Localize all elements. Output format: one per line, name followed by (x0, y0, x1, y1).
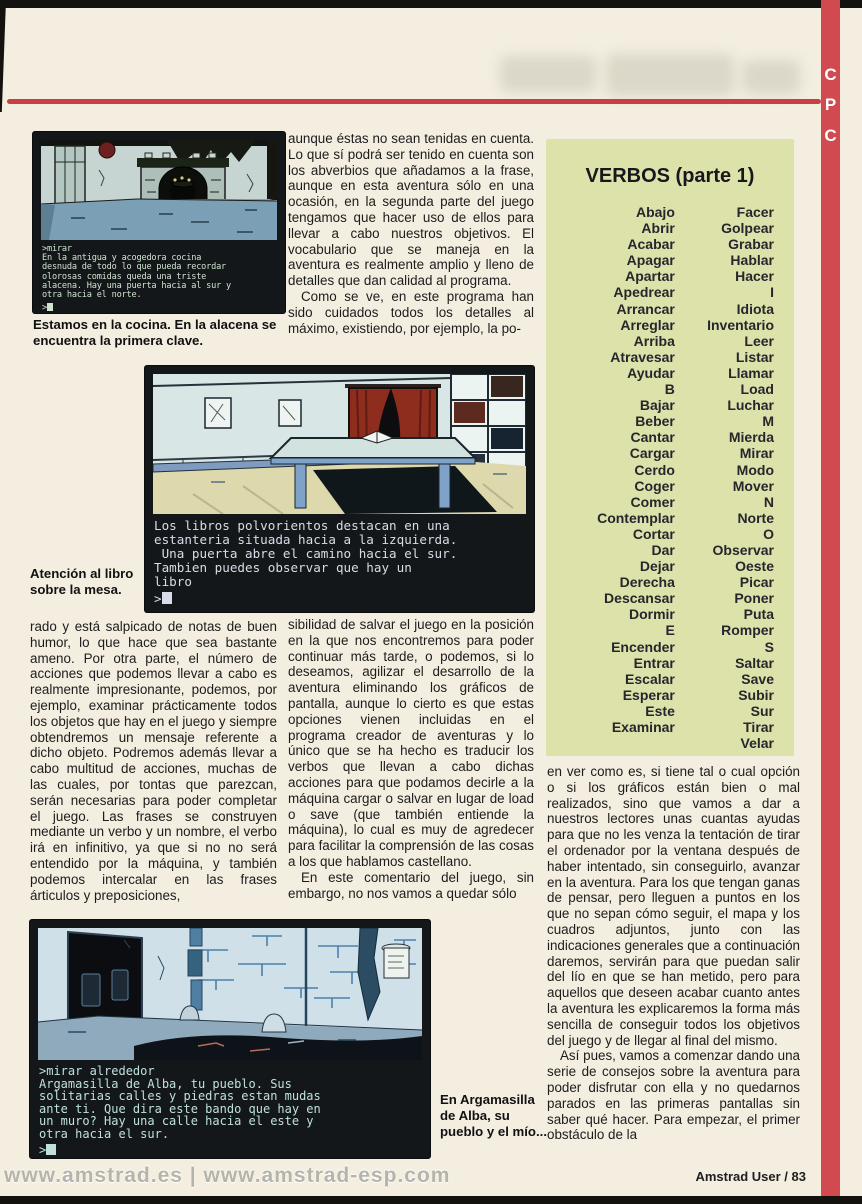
terminal-line: olorosas comidas queda una triste (42, 271, 207, 282)
verb-item: Tirar (743, 719, 774, 735)
cpc-tab-letter: C (824, 65, 837, 84)
verb-item: Romper (721, 622, 774, 639)
terminal-cursor (46, 1144, 56, 1155)
verb-item: Derecha (619, 574, 675, 591)
verb-item: Examinar (611, 719, 675, 735)
terminal-line: solitarias calles y piedras estan mudas (39, 1089, 321, 1104)
verb-item: Abajo (635, 204, 675, 220)
verb-item: Velar (740, 735, 774, 752)
scan-edge-left (0, 0, 6, 112)
terminal-text (42, 245, 276, 300)
verb-item: S (764, 638, 774, 655)
verb-item: Entrar (633, 654, 675, 671)
print-showthrough (606, 54, 734, 96)
verb-item: Hacer (735, 268, 774, 285)
paragraph: aunque éstas no sean tenidas en cuenta. Lo que sí podrá ser tenido en cuenta son los abverbios que añadamos a la frase, aunque en esta aventura sólo en una ocasión, en la segunda parte del juego tengamos que hacer uso de ellos para llevar a cabo nuestros objetivos. El vocabulario que se maneja en la aventura es realmente amplio y lleno de detalles que dan calidad al programa. (288, 131, 534, 289)
verb-item: Apagar (626, 252, 675, 269)
hanging-ham (99, 142, 115, 158)
verb-item: Escalar (625, 670, 675, 687)
terminal-text (154, 519, 525, 589)
article-col3 (547, 764, 800, 1143)
village-scene-image (38, 928, 422, 1060)
verb-item: Cortar (632, 525, 675, 542)
verb-item: Observar (712, 541, 774, 558)
wall-picture (279, 400, 301, 426)
print-showthrough (742, 60, 800, 94)
terminal-line: otra hacia el norte. (42, 290, 142, 301)
verb-item: Leer (744, 332, 774, 349)
paragraph: sibilidad de salvar el juego en la posición en la que nos encontremos para poder continuar más tarde, o podemos, si lo deseamos, agilizar el desarrollo de la aventura eliminando los gráficos de pantalla, aunque lo cierto es que estas opciones vienen incluidas en el programa creador de aventuras y lo único que se ha hecho es traducir los verbos que llevan a cabo dichas acciones para que podamos decirle a la máquina cargar o salvar en lugar de load o save (que también entiende la máquina), lo cual es muy de agredecer para facilitar la comprensión de las cosas a los que hablamos castellano. (288, 617, 534, 869)
caption-kitchen: Estamos en la cocina. En la alacena se encuentra la primera clave. (33, 317, 277, 348)
terminal-line: desnuda de todo lo que pueda recordar (42, 262, 227, 273)
paragraph: Así pues, vamos a comenzar dando una serie de consejos sobre la aventura para poder disfrutar con ella y no quedarnos parados en las primeras pantallas sin saber qué hacer. Para empezar, el primer obstáculo de la (547, 1048, 800, 1143)
verb-item: Acabar (627, 236, 675, 253)
verb-item: Golpear (721, 220, 774, 237)
verb-item: N (763, 493, 774, 510)
verb-item: Encender (611, 638, 675, 655)
verb-item: I (770, 284, 774, 301)
kitchen-floor (41, 199, 277, 240)
verb-item: Dormir (628, 606, 675, 623)
terminal-line: otra hacia el sur. (39, 1126, 170, 1141)
verb-item: Puta (743, 606, 774, 623)
verb-item: Bajar (639, 397, 675, 414)
caption-village: En Argamasilla de Alba, su pueblo y el mío... (440, 1092, 547, 1139)
terminal-line: libro (154, 574, 192, 589)
verb-item: Mirar (739, 445, 774, 462)
screenshot-library (145, 366, 534, 612)
caption-library: Atención al libro sobre la mesa. (30, 566, 134, 597)
terminal-cursor (47, 303, 53, 311)
village-door (68, 932, 142, 1026)
verbos-list-right (675, 204, 774, 751)
article-col2-top (288, 131, 534, 336)
terminal-line: En la antigua y acogedora cocina (42, 253, 202, 264)
terminal-line: un muro? Hay una calle hacia el este y (39, 1114, 314, 1129)
verb-item: M (762, 413, 774, 430)
verb-item: Beber (635, 413, 675, 430)
verb-item: Mierda (728, 429, 774, 446)
paragraph: rado y está salpicado de notas de buen humor, lo que hace que sea bastante ameno. Por otra parte, el número de acciones que podemos llevar a cabo es realmente impresionante, podemos, por ejemplo, examinar prácticamente todos los objetos que hay en el juego y siempre obtendremos un mensaje referente a dicho objeto. Podremos además llevar a cabo multitud de acciones, muchas de las cuales, por tontas que parezcan, serán necesarias para poder completar el juego. Las frases se construyen mediante un verbo y un nombre, el verbo irá en infinitivo, ya que si no no será entendido por la máquina, y también podemos intercalar en las frases árticulos y preposiciones, (30, 619, 277, 903)
cpc-side-stripe (821, 0, 840, 1204)
terminal-line: Una puerta abre el camino hacia el sur. (154, 546, 458, 561)
verbos-list-left (546, 204, 675, 751)
verb-item: Sur (750, 702, 774, 719)
terminal-line: Los libros polvorientos destacan en una (154, 518, 450, 533)
verb-item: Apedrear (613, 284, 675, 301)
verb-item: Hablar (730, 252, 774, 269)
verb-item: Subir (738, 686, 774, 703)
verb-item: Load (740, 381, 774, 398)
terminal-line: estanteria situada hacia a la izquierda. (154, 532, 458, 547)
verb-item: Poner (734, 590, 774, 607)
verb-item: Este (645, 702, 675, 719)
terminal-line: alacena. Hay una puerta hacia al sur y (42, 280, 232, 291)
terminal-line: ante ti. Que dira este bando que hay en (39, 1101, 321, 1116)
verbos-panel (546, 139, 794, 756)
verb-item: Dar (651, 541, 675, 558)
terminal-line: Argamasilla de Alba, tu pueblo. Sus (39, 1076, 292, 1091)
screenshot-village (30, 920, 430, 1158)
verb-item: Apartar (625, 268, 675, 285)
verbos-columns (546, 188, 794, 751)
verbos-title: VERBOS (parte 1) (585, 165, 755, 187)
verb-item: Descansar (604, 590, 675, 607)
verb-item: Arrancar (616, 300, 675, 317)
verb-item: Norte (737, 509, 774, 526)
terminal-prompt: > (154, 592, 525, 606)
verb-item: Arriba (633, 332, 675, 349)
verb-item: Cargar (629, 445, 675, 462)
verb-item: Picar (739, 574, 774, 591)
terminal-text (39, 1065, 421, 1141)
terminal-line: >mirar alrededor (39, 1064, 155, 1078)
verb-item: Dejar (639, 558, 675, 575)
verb-item: Idiota (736, 300, 774, 317)
kitchen-cupboard (55, 146, 85, 204)
verb-item: O (763, 525, 774, 542)
verb-item: Ayudar (627, 364, 675, 381)
verb-item: Abrir (641, 220, 675, 237)
article-col2-bottom (288, 617, 534, 901)
verb-item: Llamar (728, 364, 774, 381)
verb-item: Oeste (735, 558, 774, 575)
verb-item: Modo (736, 461, 774, 478)
verb-item: Inventario (707, 316, 774, 333)
terminal-line: Tambien puedes observar que hay un (154, 560, 412, 575)
verb-item: E (665, 622, 675, 639)
article-col1 (30, 619, 277, 903)
cpc-tab-letter: C (824, 125, 837, 145)
verb-item: Saltar (735, 654, 774, 671)
cpc-tab-letter: P (824, 95, 837, 115)
terminal-line: >mirar (42, 244, 72, 254)
wall-poster (382, 944, 410, 978)
verb-item: Comer (630, 493, 675, 510)
verb-item: Cerdo (634, 461, 675, 478)
print-showthrough (500, 56, 596, 92)
verb-item: Save (741, 670, 774, 687)
verb-item: Coger (634, 477, 675, 494)
screenshot-kitchen (33, 132, 285, 313)
page-number: Amstrad User / 83 (695, 1169, 806, 1184)
verb-item: Cantar (630, 429, 675, 446)
kitchen-scene-image (41, 140, 277, 240)
verb-item: Contemplar (597, 509, 675, 526)
paragraph: Como se ve, en este programa han sido cuidados todos los detalles al máximo, existiendo, por ejemplo, la po- (288, 288, 534, 336)
verb-item: Grabar (728, 236, 774, 253)
verb-item: Arreglar (620, 316, 675, 333)
terminal-cursor (162, 592, 172, 604)
watermark: www.amstrad.es | www.amstrad-esp.com (4, 1164, 451, 1187)
wall-picture (205, 398, 231, 428)
paragraph: en ver como es, si tiene tal o cual opción o si los gráficos están bien o mal realizados, sino que vamos a dar a nuestros lectores unas cuantas ayudas para que no les venza la tentación de tirar el ordenador por la ventana después de haber intentado, sin conseguirlo, avanzar en la aventura. Para los que tengan ganas de pensar, pero lleguen a puntos en los que no sepan cómo seguir, el mapa y los cuadros adjuntos, junto con las indicaciones generales que a continuación daremos, servirán para que puedan salir del lío en que se han metido, pero para aquellos que deseen acabar cuanto antes la aventura les explicaremos la forma más sencilla de conseguir todos los objetivos del juego y de llegar al final del mismo. (547, 764, 800, 1048)
verb-item: Esperar (622, 686, 675, 703)
library-scene-image (153, 374, 526, 514)
verb-item: B (664, 381, 675, 398)
paragraph: En este comentario del juego, sin embargo, no nos vamos a quedar sólo (288, 869, 534, 901)
verb-item: Listar (735, 348, 774, 365)
terminal-prompt: > (42, 303, 276, 313)
verb-item: Atravesar (610, 348, 675, 365)
verb-item: Mover (732, 477, 774, 494)
red-divider-rule (7, 99, 821, 104)
scan-edge-top (0, 0, 862, 8)
verb-item: Luchar (727, 397, 774, 414)
terminal-prompt: > (39, 1144, 421, 1157)
scan-edge-bottom (0, 1196, 862, 1204)
cpc-tab-label (821, 60, 840, 151)
verb-item: Facer (736, 204, 774, 220)
